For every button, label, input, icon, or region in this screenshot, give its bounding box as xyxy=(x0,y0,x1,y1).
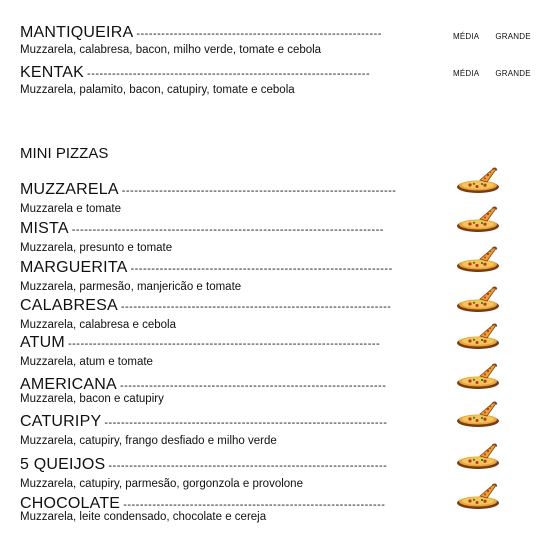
dotted-leader: --------------------------------------------------------------------------- xyxy=(67,338,381,350)
item-description: Muzzarela, leite condensado, chocolate e cereja xyxy=(20,511,267,523)
item-name: CHOCOLATE xyxy=(20,495,121,512)
item-description: Muzzarela, parmesão, manjericão e tomate xyxy=(20,281,242,293)
size-large-label: GRANDE xyxy=(495,32,531,41)
item-title-row xyxy=(20,259,393,277)
item-title-row xyxy=(20,456,387,474)
item-title-row xyxy=(20,220,384,238)
item-title-row xyxy=(20,297,391,315)
item-name: 5 QUEIJOS xyxy=(20,456,106,473)
dotted-leader: ------------------------------------------------------------------ xyxy=(121,185,397,197)
dotted-leader: --------------------------------------------------------------- xyxy=(130,263,393,275)
item-title-row xyxy=(20,413,387,431)
pizza-slice-icon xyxy=(455,442,501,470)
item-name: AMERICANA xyxy=(20,376,117,393)
size-labels xyxy=(453,69,531,78)
item-name: CALABRESA xyxy=(20,297,118,314)
item-name: CATURIPY xyxy=(20,413,102,430)
item-name: MUZZARELA xyxy=(20,181,119,198)
item-description: Muzzarela e tomate xyxy=(20,203,121,215)
dotted-leader: ------------------------------------------------------------------- xyxy=(108,460,388,472)
dotted-leader: --------------------------------------------------------------- xyxy=(123,499,386,511)
size-medium-label: MÉDIA xyxy=(453,32,480,41)
item-title-row xyxy=(20,334,380,352)
dotted-leader: ----------------------------------------------------------- xyxy=(136,28,382,40)
pizza-slice-icon xyxy=(455,166,501,194)
pizza-slice-icon xyxy=(455,205,501,233)
item-description: Muzzarela, calabresa e cebola xyxy=(20,319,176,331)
item-description: Muzzarela, presunto e tomate xyxy=(20,242,173,254)
pizza-slice-icon xyxy=(455,400,501,428)
dotted-leader: -------------------------------------------------------------------- xyxy=(104,417,388,429)
pizza-slice-icon xyxy=(455,285,501,313)
pizza-slice-icon xyxy=(455,482,501,510)
pizza-slice-icon xyxy=(455,362,501,390)
mini-pizzas-section-title: MINI PIZZAS xyxy=(20,145,109,162)
item-description: Muzzarela, bacon e catupiry xyxy=(20,393,164,405)
item-name: MARGUERITA xyxy=(20,259,128,276)
dotted-leader: -------------------------------------------------------------------- xyxy=(87,68,371,80)
dotted-leader: --------------------------------------------------------------------------- xyxy=(71,224,384,236)
pizza-slice-icon xyxy=(455,322,501,350)
item-name: ATUM xyxy=(20,334,65,351)
item-description: Muzzarela, palamito, bacon, catupiry, tomate e cebola xyxy=(20,84,295,96)
pizza-slice-icon xyxy=(455,245,501,273)
dotted-leader: ---------------------------------------------------------------- xyxy=(119,380,387,392)
dotted-leader: ----------------------------------------------------------------- xyxy=(120,301,392,313)
item-title-row xyxy=(20,181,396,199)
item-description: Muzzarela, atum e tomate xyxy=(20,356,153,368)
item-description: Muzzarela, catupiry, parmesão, gorgonzola e provolone xyxy=(20,478,303,490)
item-title-row xyxy=(20,376,386,394)
size-large-label: GRANDE xyxy=(495,69,531,78)
item-description: Muzzarela, calabresa, bacon, milho verde, tomate e cebola xyxy=(20,44,322,56)
item-name: KENTAK xyxy=(20,64,85,81)
size-medium-label: MÉDIA xyxy=(453,69,480,78)
size-labels xyxy=(453,32,531,41)
item-name: MANTIQUEIRA xyxy=(20,24,134,41)
item-description: Muzzarela, catupiry, frango desfiado e milho verde xyxy=(20,435,277,447)
item-name: MISTA xyxy=(20,220,69,237)
